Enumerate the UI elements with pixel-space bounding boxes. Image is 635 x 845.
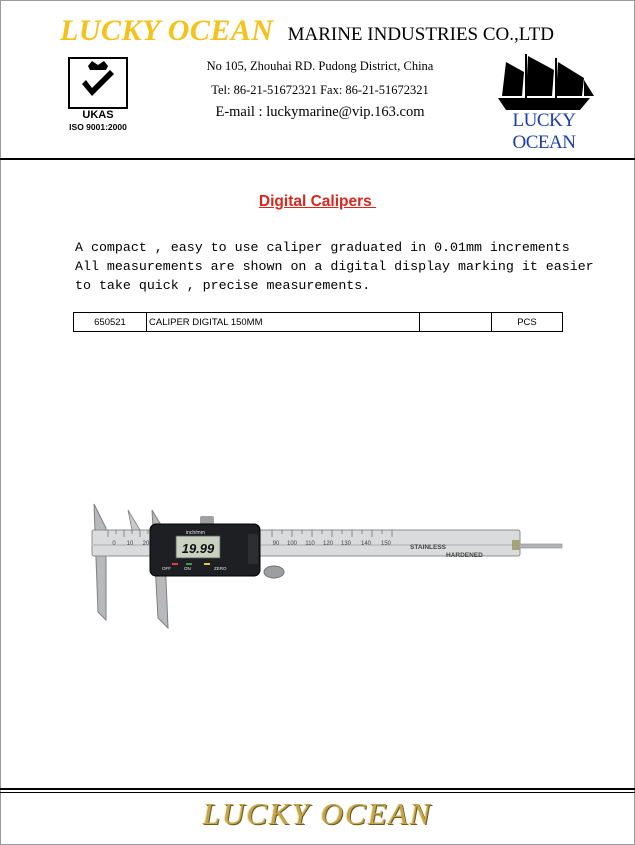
scale-label: 90: [272, 541, 280, 547]
digital-caliper-image: [88, 500, 568, 632]
header-divider: [0, 158, 635, 160]
inside-jaw: [128, 510, 140, 530]
ukas-mark: UKAS: [82, 109, 114, 121]
letterhead-brand: [60, 14, 554, 48]
depth-rod: [518, 544, 562, 548]
unit-label: inch/mm: [186, 530, 205, 536]
lcd-reading: 19.99: [181, 541, 215, 556]
scale-label: 100: [286, 541, 298, 547]
footer-divider: [0, 788, 635, 790]
company-email: E-mail : luckymarine@vip.163.com: [215, 104, 425, 120]
scale-label: 0: [112, 541, 116, 547]
crown-check-icon: [64, 56, 132, 122]
zero-button-label: ZERO: [214, 566, 227, 571]
thumb-wheel: [264, 566, 284, 578]
ukas-certification-logo: [64, 56, 132, 136]
off-button-label: OFF: [162, 566, 171, 571]
ship-logo-text: LUCKY OCEAN: [512, 110, 576, 153]
off-button: [172, 563, 178, 565]
scale-label: 150: [380, 541, 392, 547]
end-stop: [512, 540, 520, 550]
on-button: [186, 563, 192, 565]
engraving-hardened: HARDENED: [446, 552, 483, 559]
engraving-stainless: STAINLESS: [410, 544, 446, 551]
sailing-ship-icon: [492, 54, 596, 112]
ship-logo: [492, 54, 596, 153]
product-title: Digital Calipers: [258, 193, 377, 210]
product-table: [73, 312, 563, 332]
item-code: 650521: [74, 313, 147, 332]
fixed-outer-jaw: [94, 504, 106, 620]
company-name: MARINE INDUSTRIES CO.,LTD: [287, 24, 554, 45]
item-quantity: [420, 313, 492, 332]
company-phone-fax: Tel: 86-21-51672321 Fax: 86-21-51672321: [211, 83, 429, 97]
zero-button: [204, 563, 210, 565]
item-name: CALIPER DIGITAL 150MM: [147, 313, 420, 332]
product-description: [75, 238, 615, 295]
scale-label: 130: [340, 541, 352, 547]
description-line: All measurements are shown on a digital display marking it easier: [75, 259, 594, 274]
scale-label: 10: [126, 541, 134, 547]
scale-label: 110: [305, 541, 315, 547]
description-line: to take quick , precise measurements.: [75, 278, 371, 293]
item-unit: PCS: [492, 313, 563, 332]
scale-label: 120: [322, 541, 334, 547]
footer-logo: LUCKY OCEAN: [202, 796, 433, 831]
footer-divider-thin: [0, 792, 635, 793]
scale-label: 140: [360, 541, 372, 547]
company-address: No 105, Zhouhai RD. Pudong District, China: [206, 59, 434, 73]
on-button-label: ON: [184, 566, 191, 571]
table-row: [74, 313, 563, 332]
scale-label: 20: [142, 541, 150, 547]
brand-name: LUCKY OCEAN: [60, 14, 274, 47]
iso-caption: ISO 9001:2000: [69, 122, 127, 132]
description-line: A compact , easy to use caliper graduated in 0.01mm increments: [75, 240, 570, 255]
